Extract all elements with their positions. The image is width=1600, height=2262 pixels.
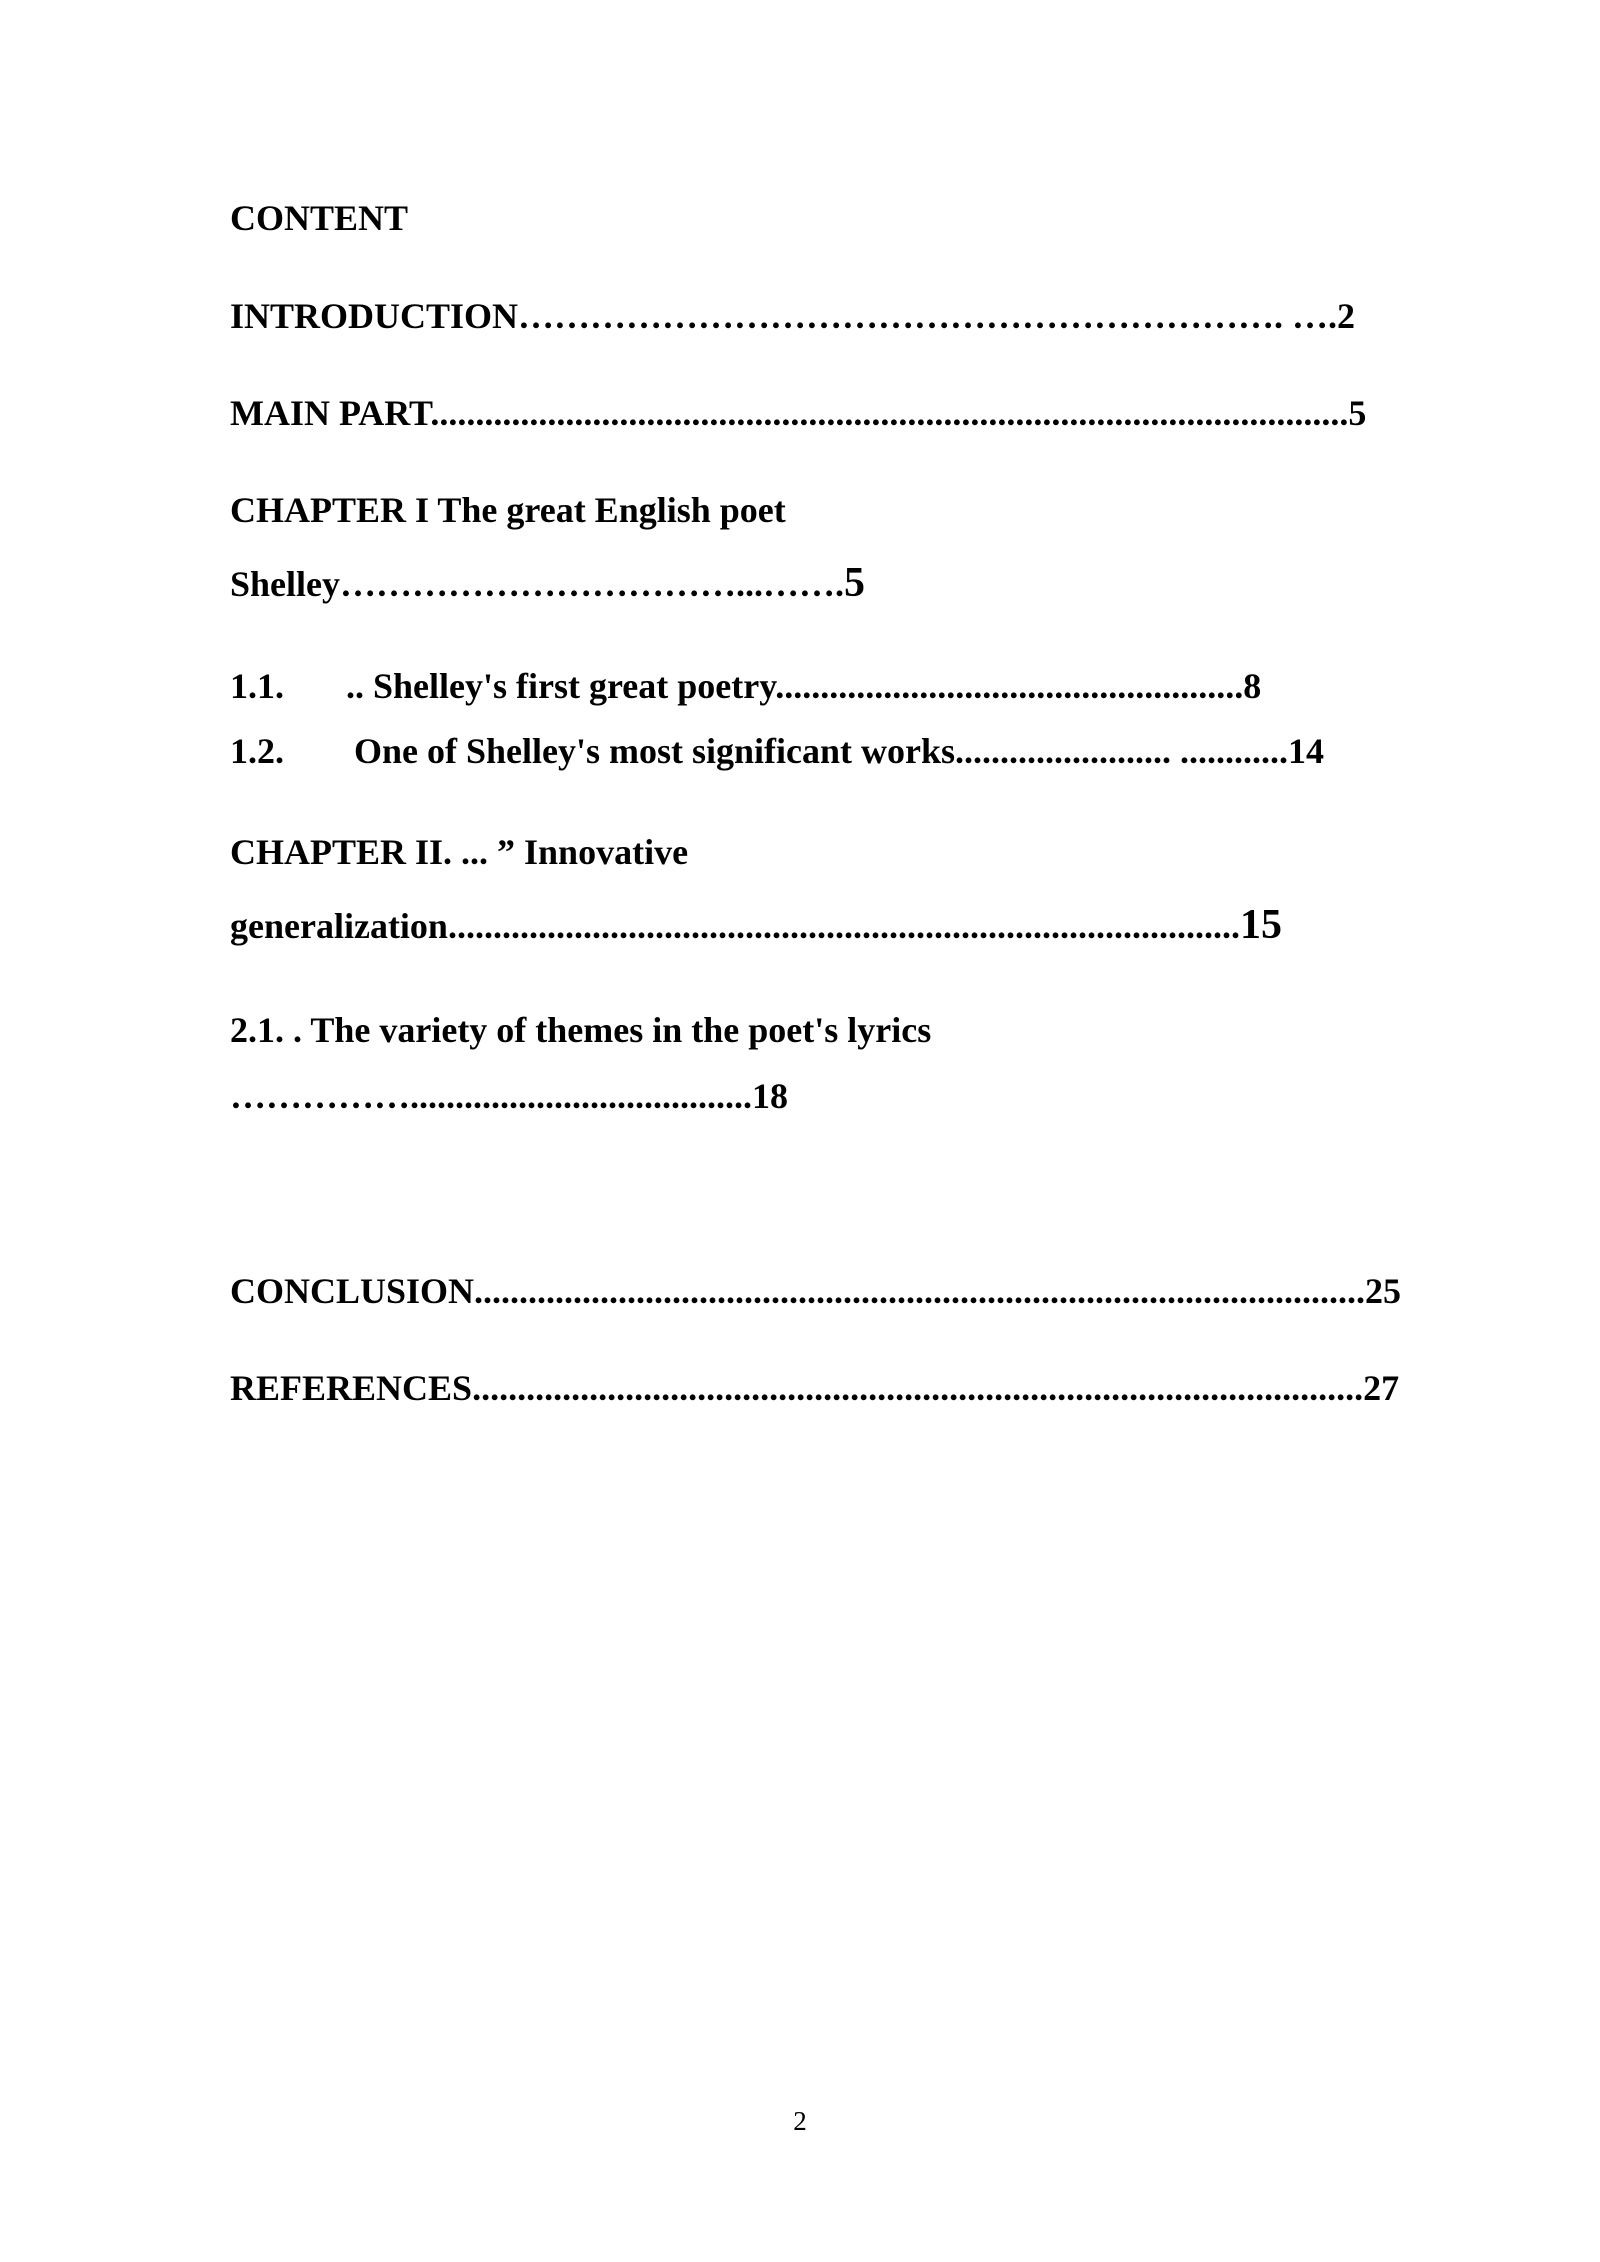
toc-heading: CONTENT bbox=[230, 198, 409, 238]
toc-leader: ……………...................................... bbox=[230, 1076, 752, 1116]
toc-page-number: 5 bbox=[1348, 393, 1367, 433]
toc-page-number: 14 bbox=[1288, 731, 1325, 771]
toc-section-number: 1.1. bbox=[230, 666, 284, 706]
toc-leader: ................................................................................................... bbox=[474, 1271, 1366, 1311]
toc-page-number: 25 bbox=[1365, 1271, 1402, 1311]
toc-section-number: 1.2. bbox=[230, 731, 284, 771]
toc-entry-title: INTRODUCTION bbox=[230, 296, 519, 336]
toc-entry-chapter-1-title: CHAPTER I The great English poet bbox=[230, 490, 786, 530]
toc-leader: ………………………………………………………. …. bbox=[518, 296, 1338, 336]
toc-page-number: 18 bbox=[752, 1076, 788, 1116]
toc-leader: ........................................................................................ bbox=[447, 906, 1240, 946]
toc-leader: ...................................................................................................... bbox=[430, 393, 1349, 433]
toc-page-number: 15 bbox=[1239, 902, 1282, 948]
toc-entry-title: REFERENCES bbox=[230, 1368, 473, 1408]
toc-entry-section-1-1 bbox=[230, 668, 1261, 704]
toc-entry-main-part bbox=[230, 395, 1366, 431]
toc-page-number: 2 bbox=[1337, 296, 1356, 336]
toc-page-number: 27 bbox=[1363, 1368, 1400, 1408]
toc-entry-title: MAIN PART bbox=[230, 393, 431, 433]
toc-entry-chapter-2-line2 bbox=[230, 904, 1282, 946]
toc-entry-section-1-2 bbox=[230, 733, 1324, 769]
toc-entry-conclusion bbox=[230, 1273, 1401, 1309]
toc-entry-section-2-1-title: 2.1. . The variety of themes in the poet's lyrics bbox=[230, 1010, 932, 1050]
toc-leader: ……………………………...……. bbox=[340, 564, 845, 604]
footer-page-number: 2 bbox=[793, 2106, 807, 2136]
toc-leader: ........................ ............ bbox=[955, 731, 1289, 771]
toc-entry-introduction bbox=[230, 298, 1355, 334]
toc-entry-title: CONCLUSION bbox=[230, 1271, 475, 1311]
toc-entry-title: .. Shelley's first great poetry bbox=[346, 666, 776, 706]
toc-entry-title: One of Shelley's most significant works bbox=[354, 731, 956, 771]
toc-entry-title: generalization bbox=[230, 906, 448, 946]
toc-leader: .................................................... bbox=[775, 666, 1244, 706]
toc-entry-title: Shelley bbox=[230, 564, 341, 604]
toc-entry-references bbox=[230, 1370, 1399, 1406]
toc-entry-chapter-2-title: CHAPTER II. ... ” Innovative bbox=[230, 832, 689, 872]
toc-page-number: 5 bbox=[844, 560, 866, 606]
toc-entry-section-2-1-line2 bbox=[230, 1078, 788, 1114]
toc-leader: ................................................................................................... bbox=[472, 1368, 1364, 1408]
toc-page-number: 8 bbox=[1243, 666, 1262, 706]
toc-entry-chapter-1-line2 bbox=[230, 562, 865, 604]
